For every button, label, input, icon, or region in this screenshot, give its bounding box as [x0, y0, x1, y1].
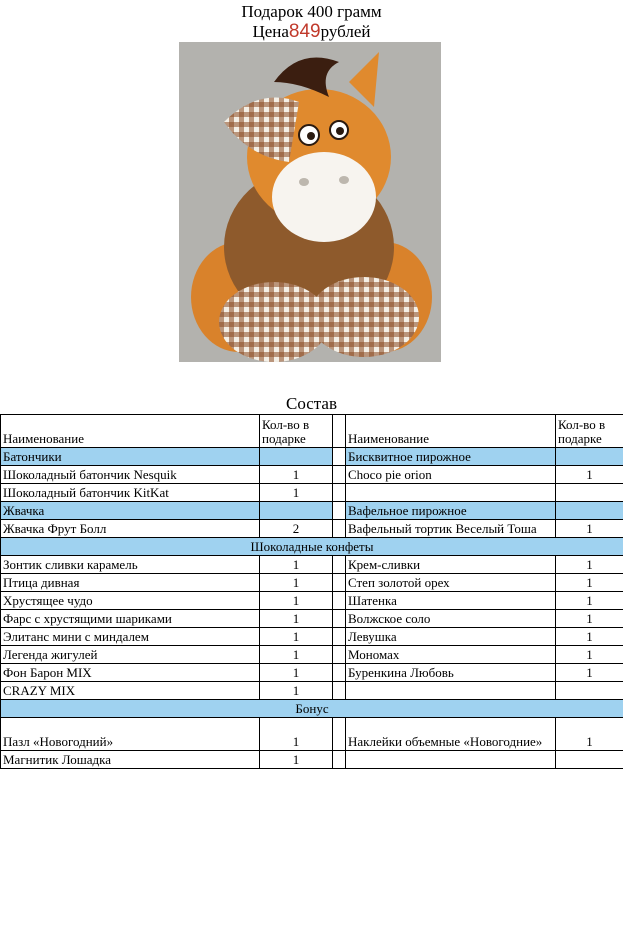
item-qty-left: 1: [260, 484, 333, 502]
spacer-cell: [333, 556, 346, 574]
header-qty-right: Кол-во в подарке: [556, 415, 623, 448]
header-qty-left: Кол-во в подарке: [260, 415, 333, 448]
table-header: [1, 415, 623, 448]
spacer-cell: [333, 664, 346, 682]
category-label-left: Батончики: [1, 448, 260, 466]
item-qty-left: 1: [260, 574, 333, 592]
item-qty-right: [556, 751, 623, 769]
item-qty-right: [556, 682, 623, 700]
spacer-cell: [333, 520, 346, 538]
spacer-cell: [333, 448, 346, 466]
item-name-right: Вафельный тортик Веселый Тоша: [346, 520, 556, 538]
item-name-left: Птица дивная: [1, 574, 260, 592]
item-name-right: Левушка: [346, 628, 556, 646]
item-name-left: Хрустящее чудо: [1, 592, 260, 610]
gift-title: Подарок 400 грамм: [241, 2, 382, 21]
category-qty-left: [260, 502, 333, 520]
table-row: [1, 574, 623, 592]
category-label-right: Бисквитное пирожное: [346, 448, 556, 466]
item-qty-left: 1: [260, 718, 333, 751]
item-qty-right: 1: [556, 592, 623, 610]
header-name-right: Наименование: [346, 415, 556, 448]
item-name-right: Choco pie orion: [346, 466, 556, 484]
item-qty-left: 1: [260, 751, 333, 769]
item-name-right: Волжское соло: [346, 610, 556, 628]
category-label: Шоколадные конфеты: [1, 538, 623, 556]
item-name-right: Крем-сливки: [346, 556, 556, 574]
item-name-right: Степ золотой орех: [346, 574, 556, 592]
item-name-right: [346, 682, 556, 700]
item-qty-left: 2: [260, 520, 333, 538]
table-row: [1, 484, 623, 502]
item-name-left: Магнитик Лошадка: [1, 751, 260, 769]
spacer-cell: [333, 682, 346, 700]
table-row: [1, 664, 623, 682]
item-qty-right: 1: [556, 664, 623, 682]
item-name-left: Элитанс мини с миндалем: [1, 628, 260, 646]
header-name-left: Наименование: [1, 415, 260, 448]
category-qty-right: [556, 448, 623, 466]
item-qty-right: 1: [556, 556, 623, 574]
item-qty-left: 1: [260, 556, 333, 574]
item-qty-left: 1: [260, 646, 333, 664]
category-label: Бонус: [1, 700, 623, 718]
table-row: [1, 718, 623, 751]
item-qty-left: 1: [260, 466, 333, 484]
item-qty-right: 1: [556, 628, 623, 646]
spacer-cell: [333, 484, 346, 502]
category-qty-right: [556, 502, 623, 520]
item-qty-left: 1: [260, 664, 333, 682]
plush-horse-illustration: [179, 42, 441, 362]
category-row: [1, 700, 623, 718]
table-row: [1, 646, 623, 664]
item-qty-left: 1: [260, 610, 333, 628]
item-name-right: Буренкина Любовь: [346, 664, 556, 682]
item-qty-right: 1: [556, 646, 623, 664]
price-prefix: Цена: [252, 22, 289, 41]
category-label-left: Жвачка: [1, 502, 260, 520]
table-row: [1, 520, 623, 538]
composition-title: Состав: [285, 394, 338, 413]
table-row: [1, 466, 623, 484]
item-name-left: Легенда жигулей: [1, 646, 260, 664]
spacer-cell: [333, 574, 346, 592]
item-qty-right: 1: [556, 574, 623, 592]
category-row: [1, 538, 623, 556]
table-row: [1, 682, 623, 700]
spacer-cell: [333, 592, 346, 610]
category-row: [1, 502, 623, 520]
item-name-left: Фон Барон MIX: [1, 664, 260, 682]
spacer-cell: [333, 628, 346, 646]
price-line: [0, 22, 623, 42]
category-qty-left: [260, 448, 333, 466]
table-row: [1, 592, 623, 610]
table-row: [1, 751, 623, 769]
spacer-cell: [333, 610, 346, 628]
item-qty-right: [556, 484, 623, 502]
category-row: [1, 448, 623, 466]
item-name-left: Шоколадный батончик KitKat: [1, 484, 260, 502]
category-label-right: Вафельное пирожное: [346, 502, 556, 520]
item-name-right: [346, 484, 556, 502]
item-qty-right: 1: [556, 610, 623, 628]
spacer-cell: [333, 502, 346, 520]
spacer-cell: [333, 415, 346, 448]
spacer-cell: [333, 751, 346, 769]
spacer-cell: [333, 466, 346, 484]
item-name-right: [346, 751, 556, 769]
item-qty-right: 1: [556, 466, 623, 484]
item-name-left: Фарс с хрустящими шариками: [1, 610, 260, 628]
item-name-left: Жвачка Фрут Болл: [1, 520, 260, 538]
item-name-left: Пазл «Новогодний»: [1, 718, 260, 751]
item-qty-right: 1: [556, 520, 623, 538]
price-suffix: рублей: [320, 22, 371, 41]
spacer-cell: [333, 646, 346, 664]
item-name-right: Мономах: [346, 646, 556, 664]
item-name-left: CRAZY MIX: [1, 682, 260, 700]
item-qty-left: 1: [260, 628, 333, 646]
spacer-cell: [333, 718, 346, 751]
price-value: 849: [288, 21, 321, 42]
table-row: [1, 628, 623, 646]
item-qty-left: 1: [260, 592, 333, 610]
product-photo: [179, 42, 441, 362]
item-name-right: Шатенка: [346, 592, 556, 610]
item-name-left: Зонтик сливки карамель: [1, 556, 260, 574]
item-name-left: Шоколадный батончик Nesquik: [1, 466, 260, 484]
composition-table: [0, 414, 623, 769]
table-row: [1, 610, 623, 628]
item-qty-left: 1: [260, 682, 333, 700]
item-qty-right: 1: [556, 718, 623, 751]
table-row: [1, 556, 623, 574]
item-name-right: Наклейки объемные «Новогодние»: [346, 718, 556, 751]
